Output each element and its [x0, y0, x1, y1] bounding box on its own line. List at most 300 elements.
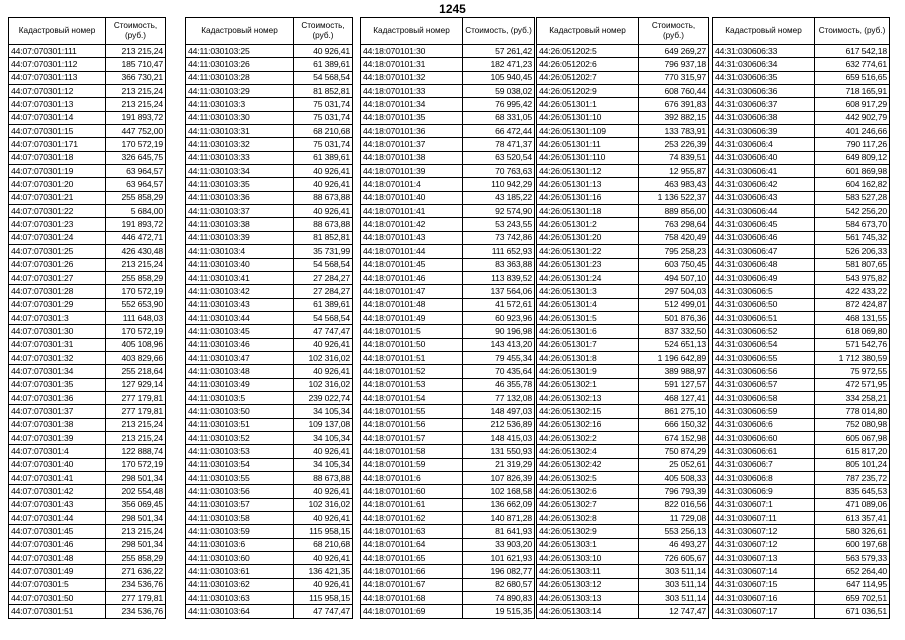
- table-row: [361, 578, 535, 591]
- cadastral-number-cell: 44:31:030606:54: [713, 338, 815, 351]
- cost-cell: 148 415,03: [463, 431, 535, 444]
- cadastral-number-cell: 44:18:070101:31: [361, 58, 463, 71]
- cost-cell: 110 942,29: [463, 178, 535, 191]
- cadastral-number-cell: 44:11:030103:28: [186, 71, 294, 84]
- table-row: [9, 98, 166, 111]
- cadastral-number-cell: 44:18:070101:48: [361, 298, 463, 311]
- cost-cell: 389 988,97: [639, 365, 709, 378]
- cadastral-number-cell: 44:07:070301:30: [9, 325, 106, 338]
- cadastral-number-cell: 44:11:030103:47: [186, 351, 294, 364]
- cost-cell: 182 471,23: [463, 58, 535, 71]
- table-row: [9, 298, 166, 311]
- cadastral-number-cell: 44:26:051301:2: [537, 218, 639, 231]
- cadastral-number-cell: 44:11:030103:26: [186, 58, 294, 71]
- table-row: [186, 298, 353, 311]
- cost-cell: 446 472,71: [106, 231, 166, 244]
- cadastral-number-cell: 44:31:030606:4: [713, 138, 815, 151]
- cadastral-number-header: Кадастровый номер: [537, 18, 639, 45]
- cost-cell: 35 731,99: [294, 245, 353, 258]
- cadastral-number-cell: 44:07:070301:3: [9, 311, 106, 324]
- cost-cell: 303 511,14: [639, 578, 709, 591]
- cost-cell: 676 391,83: [639, 98, 709, 111]
- cost-cell: 40 926,41: [294, 45, 353, 58]
- table-row: [713, 258, 890, 271]
- table-row: [537, 178, 709, 191]
- cadastral-number-cell: 44:26:051303:10: [537, 552, 639, 565]
- cost-cell: 213 215,24: [106, 85, 166, 98]
- cadastral-number-cell: 44:31:030607:12: [713, 538, 815, 551]
- cadastral-number-cell: 44:26:051302:6: [537, 485, 639, 498]
- cadastral-number-cell: 44:07:070301:38: [9, 418, 106, 431]
- table-row: [361, 258, 535, 271]
- cost-cell: 837 332,50: [639, 325, 709, 338]
- table-row: [9, 498, 166, 511]
- cost-cell: 591 127,57: [639, 378, 709, 391]
- cost-cell: 581 807,65: [815, 258, 890, 271]
- table-row: [186, 138, 353, 151]
- table-row: [537, 472, 709, 485]
- cadastral-number-cell: 44:07:070301:34: [9, 365, 106, 378]
- cost-cell: 750 874,29: [639, 445, 709, 458]
- cost-cell: 90 196,98: [463, 325, 535, 338]
- cadastral-number-cell: 44:11:030103:53: [186, 445, 294, 458]
- cadastral-number-cell: 44:26:051301:3: [537, 285, 639, 298]
- cadastral-number-cell: 44:07:070301:14: [9, 111, 106, 124]
- table-row: [713, 485, 890, 498]
- table-row: [713, 578, 890, 591]
- cadastral-number-cell: 44:18:070101:37: [361, 138, 463, 151]
- table-row: [713, 151, 890, 164]
- cadastral-number-cell: 44:18:070101:50: [361, 338, 463, 351]
- cost-cell: 47 747,47: [294, 605, 353, 618]
- cadastral-number-cell: 44:11:030103:37: [186, 205, 294, 218]
- cadastral-number-cell: 44:18:070101:36: [361, 125, 463, 138]
- cost-cell: 115 958,15: [294, 592, 353, 605]
- cadastral-number-cell: 44:07:070301:35: [9, 378, 106, 391]
- cadastral-number-cell: 44:26:051301:10: [537, 111, 639, 124]
- table-row: [9, 525, 166, 538]
- cost-cell: 463 983,43: [639, 178, 709, 191]
- cadastral-number-cell: 44:11:030103:48: [186, 365, 294, 378]
- table-row: [186, 605, 353, 618]
- cadastral-number-cell: 44:11:030103:64: [186, 605, 294, 618]
- cadastral-number-cell: 44:11:030103:4: [186, 245, 294, 258]
- table-row: [9, 592, 166, 605]
- cost-cell: 40 926,41: [294, 552, 353, 565]
- cadastral-number-cell: 44:26:051302:5: [537, 472, 639, 485]
- table-row: [537, 151, 709, 164]
- cadastral-number-cell: 44:11:030103:62: [186, 578, 294, 591]
- cost-cell: 53 243,55: [463, 218, 535, 231]
- table-row: [186, 325, 353, 338]
- cost-cell: 34 105,34: [294, 431, 353, 444]
- table-row: [713, 351, 890, 364]
- cost-cell: 326 645,75: [106, 151, 166, 164]
- cost-cell: 659 702,51: [815, 592, 890, 605]
- cadastral-number-cell: 44:31:030607:1: [713, 498, 815, 511]
- table-row: [186, 178, 353, 191]
- cadastral-number-cell: 44:07:070301:22: [9, 205, 106, 218]
- cost-cell: 202 554,48: [106, 485, 166, 498]
- cost-cell: 63 520,54: [463, 151, 535, 164]
- cost-cell: 54 568,54: [294, 71, 353, 84]
- cadastral-number-cell: 44:18:070101:53: [361, 378, 463, 391]
- table-row: [713, 592, 890, 605]
- cost-cell: 12 747,47: [639, 605, 709, 618]
- table-row: [361, 165, 535, 178]
- table-row: [713, 45, 890, 58]
- table-row: [713, 512, 890, 525]
- table-row: [713, 445, 890, 458]
- cost-cell: 796 793,39: [639, 485, 709, 498]
- cadastral-number-cell: 44:07:070301:42: [9, 485, 106, 498]
- table-row: [537, 351, 709, 364]
- table-row: [713, 338, 890, 351]
- cost-cell: 253 226,39: [639, 138, 709, 151]
- cadastral-number-cell: 44:11:030103:35: [186, 178, 294, 191]
- cost-cell: 494 507,10: [639, 271, 709, 284]
- table-row: [361, 378, 535, 391]
- cadastral-number-cell: 44:07:070301:37: [9, 405, 106, 418]
- table-row: [9, 365, 166, 378]
- cadastral-number-cell: 44:07:070301:20: [9, 178, 106, 191]
- table-row: [537, 592, 709, 605]
- cadastral-number-cell: 44:11:030103:51: [186, 418, 294, 431]
- table-row: [361, 285, 535, 298]
- cost-cell: 66 472,44: [463, 125, 535, 138]
- cadastral-number-cell: 44:31:030606:9: [713, 485, 815, 498]
- table-row: [186, 311, 353, 324]
- cadastral-number-cell: 44:18:070101:38: [361, 151, 463, 164]
- table-row: [537, 605, 709, 618]
- table-row: [537, 338, 709, 351]
- cost-cell: 77 132,08: [463, 391, 535, 404]
- cadastral-number-cell: 44:11:030103:45: [186, 325, 294, 338]
- cadastral-number-cell: 44:26:051301:9: [537, 365, 639, 378]
- cadastral-number-cell: 44:07:070301:48: [9, 552, 106, 565]
- cadastral-number-cell: 44:07:070301:113: [9, 71, 106, 84]
- cost-cell: 75 031,74: [294, 111, 353, 124]
- cadastral-number-cell: 44:31:030606:52: [713, 325, 815, 338]
- table-row: [361, 445, 535, 458]
- cost-cell: 213 215,24: [106, 418, 166, 431]
- cadastral-number-cell: 44:26:051301:4: [537, 298, 639, 311]
- table-row: [9, 445, 166, 458]
- cadastral-number-cell: 44:07:070301:24: [9, 231, 106, 244]
- cost-cell: 81 852,81: [294, 231, 353, 244]
- table-row: [186, 391, 353, 404]
- table-row: [361, 71, 535, 84]
- cadastral-number-cell: 44:26:051303:12: [537, 578, 639, 591]
- cadastral-number-cell: 44:26:051301:16: [537, 191, 639, 204]
- cadastral-number-cell: 44:07:070301:49: [9, 565, 106, 578]
- table-row: [186, 458, 353, 471]
- cost-cell: 40 926,41: [294, 165, 353, 178]
- cost-cell: 63 964,57: [106, 178, 166, 191]
- cadastral-number-cell: 44:11:030103:55: [186, 472, 294, 485]
- table-row: [9, 191, 166, 204]
- cost-cell: 43 185,22: [463, 191, 535, 204]
- table-row: [713, 111, 890, 124]
- cost-cell: 603 750,45: [639, 258, 709, 271]
- cost-cell: 580 326,61: [815, 525, 890, 538]
- cost-cell: 213 215,24: [106, 258, 166, 271]
- table-row: [537, 365, 709, 378]
- cadastral-number-cell: 44:11:030103:30: [186, 111, 294, 124]
- cost-cell: 57 261,42: [463, 45, 535, 58]
- cadastral-number-cell: 44:07:070301:12: [9, 85, 106, 98]
- table-row: [9, 578, 166, 591]
- cadastral-number-cell: 44:11:030103:39: [186, 231, 294, 244]
- cadastral-number-cell: 44:18:070101:4: [361, 178, 463, 191]
- table-row: [186, 218, 353, 231]
- cost-cell: 133 783,91: [639, 125, 709, 138]
- table-row: [361, 98, 535, 111]
- cadastral-number-cell: 44:11:030103:3: [186, 98, 294, 111]
- cost-cell: 111 652,93: [463, 245, 535, 258]
- table-row: [537, 231, 709, 244]
- cadastral-number-cell: 44:26:051302:16: [537, 418, 639, 431]
- cost-cell: 608 917,29: [815, 98, 890, 111]
- cost-cell: 600 197,68: [815, 538, 890, 551]
- table-row: [186, 431, 353, 444]
- cost-cell: 102 316,02: [294, 351, 353, 364]
- table-row: [713, 178, 890, 191]
- cost-cell: 5 684,00: [106, 205, 166, 218]
- table-row: [713, 525, 890, 538]
- cadastral-number-cell: 44:18:070101:65: [361, 552, 463, 565]
- cost-cell: 196 082,77: [463, 565, 535, 578]
- cost-cell: 468 127,41: [639, 391, 709, 404]
- table-row: [186, 578, 353, 591]
- cost-cell: 405 108,96: [106, 338, 166, 351]
- cadastral-number-cell: 44:26:051301:110: [537, 151, 639, 164]
- cost-cell: 601 869,98: [815, 165, 890, 178]
- cadastral-number-cell: 44:18:070101:66: [361, 565, 463, 578]
- table-row: [713, 285, 890, 298]
- registry-table-4: [536, 17, 709, 619]
- table-row: [537, 565, 709, 578]
- table-row: [9, 165, 166, 178]
- cadastral-number-cell: 44:07:070301:111: [9, 45, 106, 58]
- cadastral-number-cell: 44:26:051302:13: [537, 391, 639, 404]
- table-row: [9, 271, 166, 284]
- table-row: [713, 298, 890, 311]
- table-row: [361, 391, 535, 404]
- cadastral-number-cell: 44:07:070301:46: [9, 538, 106, 551]
- table-row: [537, 218, 709, 231]
- cadastral-number-cell: 44:31:030606:38: [713, 111, 815, 124]
- cost-cell: 68 210,68: [294, 125, 353, 138]
- cost-cell: 34 105,34: [294, 458, 353, 471]
- cadastral-number-cell: 44:18:070101:40: [361, 191, 463, 204]
- cost-cell: 234 536,76: [106, 605, 166, 618]
- cost-cell: 615 817,20: [815, 445, 890, 458]
- cadastral-number-cell: 44:07:070301:31: [9, 338, 106, 351]
- table-row: [537, 391, 709, 404]
- cadastral-number-cell: 44:31:030606:5: [713, 285, 815, 298]
- cadastral-number-cell: 44:11:030103:40: [186, 258, 294, 271]
- cadastral-number-cell: 44:31:030607:12: [713, 525, 815, 538]
- cost-cell: 403 829,66: [106, 351, 166, 364]
- table-row: [713, 125, 890, 138]
- cost-cell: 889 856,00: [639, 205, 709, 218]
- table-row: [713, 552, 890, 565]
- table-row: [537, 418, 709, 431]
- cost-cell: 872 424,87: [815, 298, 890, 311]
- cadastral-number-cell: 44:31:030606:48: [713, 258, 815, 271]
- cost-cell: 501 876,36: [639, 311, 709, 324]
- cadastral-number-cell: 44:11:030103:5: [186, 391, 294, 404]
- cadastral-number-cell: 44:26:051202:7: [537, 71, 639, 84]
- cadastral-number-cell: 44:26:051202:5: [537, 45, 639, 58]
- cost-cell: 113 839,52: [463, 271, 535, 284]
- cadastral-number-cell: 44:31:030606:39: [713, 125, 815, 138]
- cadastral-number-cell: 44:26:051301:109: [537, 125, 639, 138]
- table-row: [9, 325, 166, 338]
- table-row: [537, 525, 709, 538]
- cadastral-number-cell: 44:11:030103:31: [186, 125, 294, 138]
- cost-cell: 170 572,19: [106, 138, 166, 151]
- cadastral-number-cell: 44:07:070301:51: [9, 605, 106, 618]
- cost-cell: 553 256,13: [639, 525, 709, 538]
- table-row: [537, 58, 709, 71]
- table-row: [361, 245, 535, 258]
- cost-cell: 78 471,37: [463, 138, 535, 151]
- table-row: [9, 111, 166, 124]
- cost-cell: 649 269,27: [639, 45, 709, 58]
- cadastral-number-cell: 44:18:070101:30: [361, 45, 463, 58]
- cadastral-number-cell: 44:11:030103:50: [186, 405, 294, 418]
- table-row: [713, 418, 890, 431]
- cadastral-number-cell: 44:07:070301:27: [9, 271, 106, 284]
- table-row: [361, 271, 535, 284]
- cadastral-number-cell: 44:11:030103:52: [186, 431, 294, 444]
- table-row: [186, 245, 353, 258]
- cadastral-number-cell: 44:11:030103:41: [186, 271, 294, 284]
- cadastral-number-cell: 44:07:070301:23: [9, 218, 106, 231]
- table-row: [537, 111, 709, 124]
- cadastral-number-cell: 44:26:051202:9: [537, 85, 639, 98]
- table-row: [9, 378, 166, 391]
- cadastral-number-cell: 44:31:030606:41: [713, 165, 815, 178]
- table-row: [186, 151, 353, 164]
- cadastral-number-cell: 44:31:030606:42: [713, 178, 815, 191]
- cadastral-number-cell: 44:18:070101:32: [361, 71, 463, 84]
- cost-cell: 59 038,02: [463, 85, 535, 98]
- cost-cell: 136 421,35: [294, 565, 353, 578]
- table-row: [186, 271, 353, 284]
- cadastral-number-header: Кадастровый номер: [9, 18, 106, 45]
- table-row: [713, 98, 890, 111]
- cost-cell: 392 882,15: [639, 111, 709, 124]
- cadastral-number-cell: 44:07:070301:18: [9, 151, 106, 164]
- table-row: [713, 138, 890, 151]
- table-row: [9, 458, 166, 471]
- cadastral-number-cell: 44:18:070101:43: [361, 231, 463, 244]
- cadastral-number-cell: 44:18:070101:59: [361, 458, 463, 471]
- cost-cell: 303 511,14: [639, 565, 709, 578]
- cadastral-number-cell: 44:07:070301:50: [9, 592, 106, 605]
- cadastral-number-cell: 44:18:070101:35: [361, 111, 463, 124]
- table-row: [713, 458, 890, 471]
- cost-cell: 422 433,22: [815, 285, 890, 298]
- cadastral-number-cell: 44:18:070101:61: [361, 498, 463, 511]
- table-row: [186, 205, 353, 218]
- table-row: [537, 245, 709, 258]
- cadastral-number-cell: 44:31:030607:14: [713, 565, 815, 578]
- table-row: [713, 311, 890, 324]
- table-row: [9, 125, 166, 138]
- cost-cell: 401 246,66: [815, 125, 890, 138]
- cost-cell: 255 858,29: [106, 271, 166, 284]
- cadastral-number-cell: 44:31:030606:43: [713, 191, 815, 204]
- table-row: [9, 85, 166, 98]
- cost-cell: 60 923,96: [463, 311, 535, 324]
- cost-cell: 40 926,41: [294, 205, 353, 218]
- cadastral-number-cell: 44:11:030103:25: [186, 45, 294, 58]
- cadastral-number-cell: 44:26:051301:1: [537, 98, 639, 111]
- cost-cell: 41 572,61: [463, 298, 535, 311]
- table-row: [537, 165, 709, 178]
- cadastral-number-cell: 44:26:051302:8: [537, 512, 639, 525]
- cost-cell: 271 636,22: [106, 565, 166, 578]
- table-row: [361, 298, 535, 311]
- table-row: [361, 565, 535, 578]
- cost-header: Стоимость, (руб.): [106, 18, 166, 45]
- cadastral-number-cell: 44:26:051302:42: [537, 458, 639, 471]
- cadastral-number-cell: 44:18:070101:57: [361, 431, 463, 444]
- registry-table-1: [8, 17, 166, 619]
- table-row: [361, 205, 535, 218]
- cadastral-number-cell: 44:31:030606:55: [713, 351, 815, 364]
- cadastral-number-cell: 44:18:070101:42: [361, 218, 463, 231]
- cost-cell: 213 215,24: [106, 45, 166, 58]
- cadastral-number-cell: 44:11:030103:32: [186, 138, 294, 151]
- table-row: [361, 525, 535, 538]
- cadastral-number-cell: 44:26:051301:22: [537, 245, 639, 258]
- table-row: [537, 498, 709, 511]
- cadastral-number-cell: 44:07:070301:19: [9, 165, 106, 178]
- table-row: [9, 311, 166, 324]
- table-row: [713, 431, 890, 444]
- cadastral-number-cell: 44:18:070101:33: [361, 85, 463, 98]
- table-row: [713, 271, 890, 284]
- cost-cell: 40 926,41: [294, 365, 353, 378]
- cost-cell: 170 572,19: [106, 285, 166, 298]
- cadastral-number-cell: 44:31:030606:60: [713, 431, 815, 444]
- table-row: [713, 472, 890, 485]
- table-row: [9, 351, 166, 364]
- table-row: [186, 365, 353, 378]
- table-row: [361, 351, 535, 364]
- cadastral-number-cell: 44:31:030607:11: [713, 512, 815, 525]
- cost-cell: 442 902,79: [815, 111, 890, 124]
- cost-cell: 81 852,81: [294, 85, 353, 98]
- cadastral-number-cell: 44:18:070101:58: [361, 445, 463, 458]
- table-row: [361, 151, 535, 164]
- table-row: [361, 231, 535, 244]
- cost-cell: 40 926,41: [294, 445, 353, 458]
- table-row: [186, 285, 353, 298]
- cost-cell: 796 937,18: [639, 58, 709, 71]
- cadastral-number-cell: 44:18:070101:49: [361, 311, 463, 324]
- table-row: [186, 85, 353, 98]
- cost-cell: 40 926,41: [294, 512, 353, 525]
- cost-cell: 213 215,24: [106, 525, 166, 538]
- table-row: [186, 418, 353, 431]
- cost-cell: 107 826,39: [463, 472, 535, 485]
